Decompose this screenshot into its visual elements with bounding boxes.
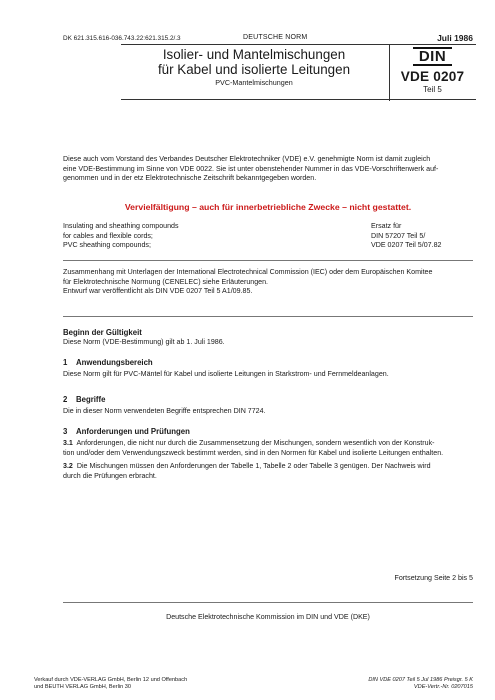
section-number: 2 xyxy=(63,395,68,404)
intro-line-2: eine VDE-Bestimmung im Sinne von VDE 0022. Sie ist unter obenstehender Nummer in das VDE-Vorschriftenwerk auf- xyxy=(63,164,439,173)
reference-line-2: VDE-Vertr.-Nr. 0207015 xyxy=(413,684,473,691)
reference-info xyxy=(368,677,473,691)
clause-3-2-line-2: durch die Prüfungen erbracht. xyxy=(63,471,157,480)
norm-type: DEUTSCHE NORM xyxy=(243,34,308,41)
english-title-line-1: Insulating and sheathing compounds xyxy=(63,222,179,230)
section-title: Begriffe xyxy=(76,395,106,404)
section-3-heading xyxy=(63,427,190,436)
clause-3-2 xyxy=(63,462,473,481)
publisher-line-2: und BEUTH VERLAG GmbH, Berlin 30 xyxy=(34,684,131,691)
clause-number: 3.2 xyxy=(63,462,73,470)
clause-3-2-line-1: Die Mischungen müssen den Anforderungen der Tabelle 1, Tabelle 2 oder Tabelle 3 genügen. Der Nachweis wird xyxy=(76,462,431,470)
publisher-line-1: Verkauf durch VDE-VERLAG GmbH, Berlin 12 und Offenbach xyxy=(34,677,188,683)
clause-3-1-line-1: Anforderungen, die nicht nur durch die Zusammensetzung der Mischungen, sondern wesentlich von der Konstruk- xyxy=(76,439,435,447)
divider-line xyxy=(63,260,473,261)
dk-number: DK 621.315.616-036.743.22:621.315.2/.3 xyxy=(63,35,181,42)
section-2-text: Die in dieser Norm verwendeten Begriffe entsprechen DIN 7724. xyxy=(63,407,266,415)
reference-line-1: DIN VDE 0207 Teil 5 Jul 1986 Preisgr. 5 K xyxy=(368,677,473,683)
english-title-line-3: PVC sheathing compounds; xyxy=(63,241,151,250)
section-title: Anwendungsbereich xyxy=(76,358,153,367)
publisher-info xyxy=(34,677,187,691)
section-2-heading xyxy=(63,395,105,404)
iec-line-2: für Elektrotechnische Normung (CENELEC) siehe Erläuterungen. xyxy=(63,277,269,286)
iec-paragraph xyxy=(63,268,473,297)
replaces-line-3: VDE 0207 Teil 5/07.82 xyxy=(371,241,442,250)
section-1-text: Diese Norm gilt für PVC-Mäntel für Kabel und isolierte Leitungen in Starkstrom- und Fernmeldeanlagen. xyxy=(63,370,389,378)
section-1-heading xyxy=(63,358,153,367)
intro-line-3: genommen und in der etz Elektrotechnische Zeitschrift bekanntgegeben worden. xyxy=(63,174,317,183)
din-logo: DIN xyxy=(413,47,452,66)
iec-line-1: Zusammenhang mit Unterlagen der International Electrotechnical Commission (IEC) oder dem Europäischen Komitee xyxy=(63,268,433,276)
title-line-2: für Kabel und isolierte Leitungen xyxy=(157,61,351,77)
replaces-line-2: DIN 57207 Teil 5/ xyxy=(371,231,426,240)
document-title xyxy=(121,48,387,77)
standard-number: VDE 0207 xyxy=(400,69,465,84)
standard-part: Teil 5 xyxy=(423,85,442,94)
standard-id-block xyxy=(389,47,476,94)
title-block xyxy=(121,44,476,100)
validity-heading: Beginn der Gültigkeit xyxy=(63,328,142,337)
validity-text: Diese Norm (VDE-Bestimmung) gilt ab 1. Juli 1986. xyxy=(63,337,225,346)
draft-note: Entwurf war veröffentlicht als DIN VDE 0207 Teil 5 A1/09.85. xyxy=(63,287,253,296)
committee-name: Deutsche Elektrotechnische Kommission im DIN und VDE (DKE) xyxy=(166,613,370,621)
document-subtitle: PVC-Mantelmischungen xyxy=(215,78,293,87)
issue-date: Juli 1986 xyxy=(437,33,473,43)
reproduction-notice: Vervielfältigung – auch für innerbetriebliche Zwecke – nicht gestattet. xyxy=(124,202,412,212)
replaces-line-1: Ersatz für xyxy=(371,222,402,230)
replaces-block xyxy=(371,222,481,251)
section-number: 3 xyxy=(63,427,68,436)
continuation-note: Fortsetzung Seite 2 bis 5 xyxy=(394,574,473,582)
section-title: Anforderungen und Prüfungen xyxy=(76,427,190,436)
clause-number: 3.1 xyxy=(63,439,73,447)
divider-line xyxy=(63,602,473,603)
clause-3-1-line-2: tion und/oder dem Verwendungszweck bestimmt werden, sind in den Normen für Kabel und isolierte Leitungen enthalten. xyxy=(63,448,444,457)
intro-line-1: Diese auch vom Vorstand des Verbandes Deutscher Elektrotechniker (VDE) e.V. genehmigte Norm ist damit zugleich xyxy=(63,155,431,163)
section-number: 1 xyxy=(63,358,68,367)
intro-paragraph xyxy=(63,155,473,184)
title-line-1: Isolier- und Mantelmischungen xyxy=(162,47,346,62)
validity-section xyxy=(63,328,473,347)
divider-line xyxy=(63,316,473,317)
english-title-line-2: for cables and flexible cords; xyxy=(63,231,153,240)
clause-3-1 xyxy=(63,439,473,458)
english-title xyxy=(63,222,323,251)
